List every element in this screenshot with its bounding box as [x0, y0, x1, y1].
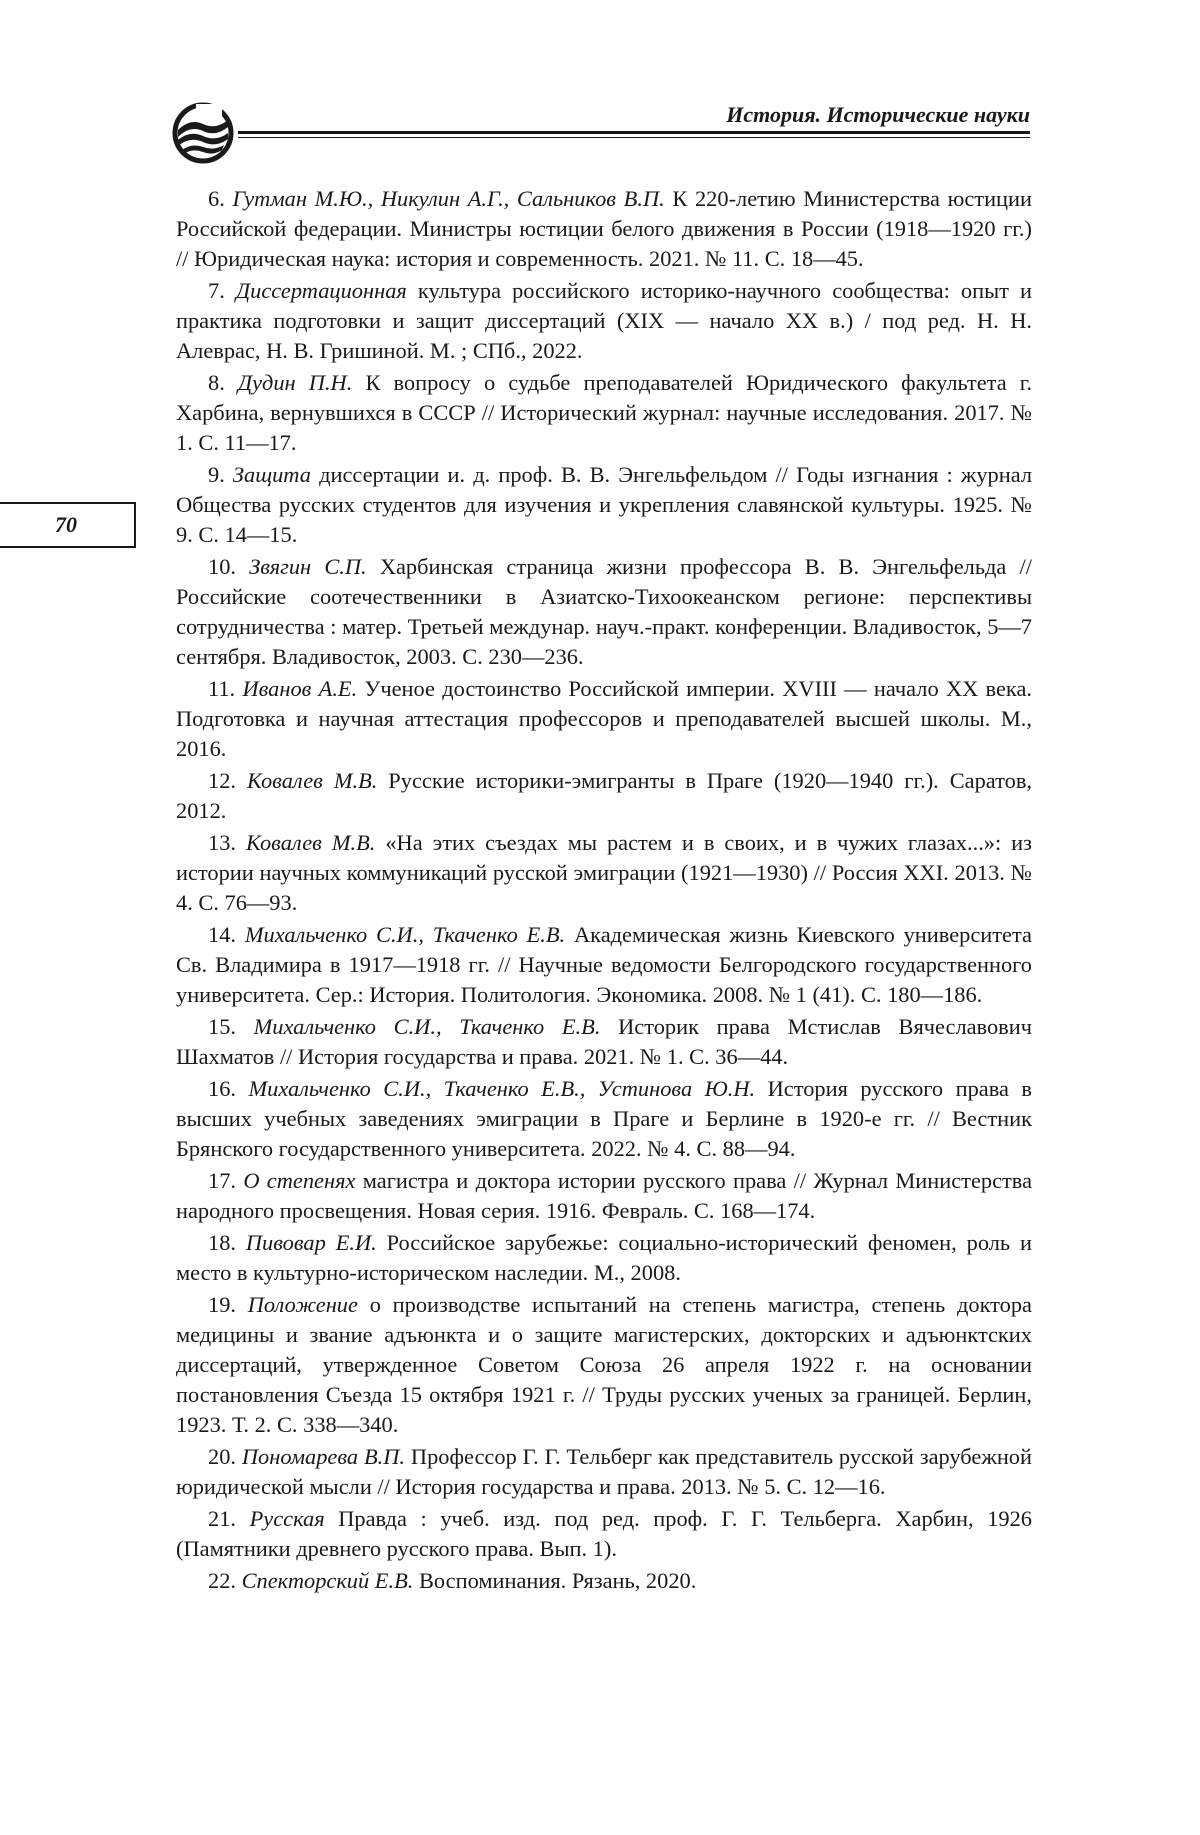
reference-text: диссертации и. д. проф. В. В. Энгельфельдом // Годы изгнания : журнал Общества русских студентов для изучения и укрепления славянской культуры. 1925. № 9. С. 14—15.: [176, 462, 1032, 547]
page-number: [0, 502, 136, 548]
reference-entry: [176, 184, 1032, 274]
reference-author: Ковалев М.В.: [246, 768, 378, 793]
reference-entry: [176, 1442, 1032, 1502]
reference-number: 15.: [208, 1014, 254, 1039]
reference-author: Звягин С.П.: [249, 554, 367, 579]
reference-text: «На этих съездах мы растем и в своих, и в чужих глазах...»: из истории научных коммуникаций русской эмиграции (1921—1930) // Россия XXI. 2013. № 4. С. 76—93.: [176, 830, 1032, 915]
reference-number: 16.: [208, 1076, 249, 1101]
reference-author: Дудин П.Н.: [237, 370, 353, 395]
reference-entry: [176, 766, 1032, 826]
reference-author: Пономарева В.П.: [241, 1444, 406, 1469]
reference-text: магистра и доктора истории русского права // Журнал Министерства народного просвещения. Новая серия. 1916. Февраль. С. 168—174.: [176, 1168, 1033, 1223]
reference-author: Спекторский Е.В.: [241, 1568, 414, 1593]
reference-number: 9.: [208, 462, 233, 487]
reference-entry: [176, 552, 1032, 672]
reference-number: 8.: [208, 370, 238, 395]
reference-number: 19.: [208, 1292, 248, 1317]
reference-text: Российское зарубежье: социально-исторический феномен, роль и место в культурно-историческом наследии. М., 2008.: [176, 1230, 1032, 1285]
reference-entry: [176, 828, 1032, 918]
page-number-text: 70: [55, 512, 77, 537]
reference-number: 22.: [208, 1568, 242, 1593]
reference-text: культура российского историко-научного сообщества: опыт и практика подготовки и защит диссертаций (XIX — начало XX в.) / под ред. Н. Н. Алеврас, Н. В. Гришиной. М. ; СПб., 2022.: [176, 278, 1032, 363]
reference-entry: [176, 1566, 1032, 1596]
reference-text: Историк права Мстислав Вячеславович Шахматов // История государства и права. 2021. № 1. С. 36—44.: [176, 1014, 1032, 1069]
reference-entry: [176, 276, 1032, 366]
header-rule-thick: [238, 131, 1030, 134]
reference-entry: [176, 920, 1032, 1010]
reference-text: Харбинская страница жизни профессора В. В. Энгельфельда // Российские соотечественники в Азиатско-Тихоокеанском регионе: перспективы сотрудничества : матер. Третьей междунар. науч.-практ. конференции. Владивосток, 5—7 сентября. Владивосток, 2003. С. 230—236.: [176, 554, 1032, 669]
header-rule-thin: [238, 137, 1030, 138]
reference-text: К 220-летию Министерства юстиции Российской федерации. Министры юстиции белого движения в России (1918—1920 гг.) // Юридическая наука: история и современность. 2021. № 11. С. 18—45.: [176, 186, 1032, 271]
journal-logo-icon: [170, 100, 236, 166]
reference-text: Русские историки-эмигранты в Праге (1920—1940 гг.). Саратов, 2012.: [176, 768, 1032, 823]
reference-entry: [176, 1504, 1032, 1564]
reference-author: Гутман М.Ю., Никулин А.Г., Сальников В.П.: [232, 186, 665, 211]
reference-text: Академическая жизнь Киевского университета Св. Владимира в 1917—1918 гг. // Научные ведомости Белгородского государственного университета. Сер.: История. Политология. Экономика. 2008. № 1 (41). С. 180—186.: [176, 922, 1032, 1007]
reference-entry: [176, 1166, 1032, 1226]
reference-number: 11.: [208, 676, 243, 701]
reference-number: 6.: [208, 186, 233, 211]
reference-author: Диссертационная: [235, 278, 407, 303]
reference-author: Положение: [247, 1292, 358, 1317]
reference-list: [176, 184, 1032, 1598]
reference-text: Воспоминания. Рязань, 2020.: [413, 1568, 697, 1593]
reference-text: Ученое достоинство Российской империи. XVIII — начало XX века. Подготовка и научная аттестация профессоров и преподавателей высшей школы. М., 2016.: [176, 676, 1032, 761]
reference-number: 10.: [208, 554, 250, 579]
reference-entry: [176, 1290, 1032, 1440]
reference-author: Михальченко С.И., Ткаченко Е.В.: [244, 922, 566, 947]
reference-author: Пивовар Е.И.: [245, 1230, 377, 1255]
reference-number: 17.: [208, 1168, 244, 1193]
reference-entry: [176, 1012, 1032, 1072]
reference-author: Михальченко С.И., Ткаченко Е.В., Устинова Ю.Н.: [248, 1076, 756, 1101]
reference-entry: [176, 1228, 1032, 1288]
reference-number: 20.: [208, 1444, 242, 1469]
reference-text: Профессор Г. Г. Тельберг как представитель русской зарубежной юридической мысли // История государства и права. 2013. № 5. С. 12—16.: [176, 1444, 1032, 1499]
reference-author: Иванов А.Е.: [242, 676, 358, 701]
reference-text: о производстве испытаний на степень магистра, степень доктора медицины и звание адъюнкта и о защите магистерских, докторских и адъюнктских диссертаций, утвержденное Советом Союза 26 апреля 1922 г. на основании постановления Съезда 15 октября 1921 г. // Труды русских ученых за границей. Берлин, 1923. Т. 2. С. 338—340.: [176, 1292, 1032, 1437]
reference-number: 14.: [208, 922, 245, 947]
reference-number: 12.: [208, 768, 247, 793]
reference-author: Ковалев М.В.: [245, 830, 376, 855]
reference-author: Михальченко С.И., Ткаченко Е.В.: [253, 1014, 601, 1039]
reference-entry: [176, 674, 1032, 764]
reference-number: 21.: [208, 1506, 250, 1531]
reference-author: О степенях: [243, 1168, 356, 1193]
reference-entry: [176, 368, 1032, 458]
reference-text: История русского права в высших учебных заведениях эмиграции в Праге и Берлине в 1920-е гг. // Вестник Брянского государственного университета. 2022. № 4. С. 88—94.: [176, 1076, 1032, 1161]
reference-entry: [176, 460, 1032, 550]
reference-text: К вопросу о судьбе преподавателей Юридического факультета г. Харбина, вернувшихся в СССР // Исторический журнал: научные исследования. 2017. № 1. С. 11—17.: [176, 370, 1032, 455]
reference-author: Защита: [232, 462, 311, 487]
reference-number: 13.: [208, 830, 246, 855]
reference-number: 18.: [208, 1230, 246, 1255]
reference-entry: [176, 1074, 1032, 1164]
reference-author: Русская: [249, 1506, 325, 1531]
running-header-title: История. Исторические науки: [726, 102, 1030, 127]
reference-number: 7.: [208, 278, 236, 303]
reference-text: Правда : учеб. изд. под ред. проф. Г. Г. Тельберга. Харбин, 1926 (Памятники древнего русского права. Вып. 1).: [176, 1506, 1032, 1561]
